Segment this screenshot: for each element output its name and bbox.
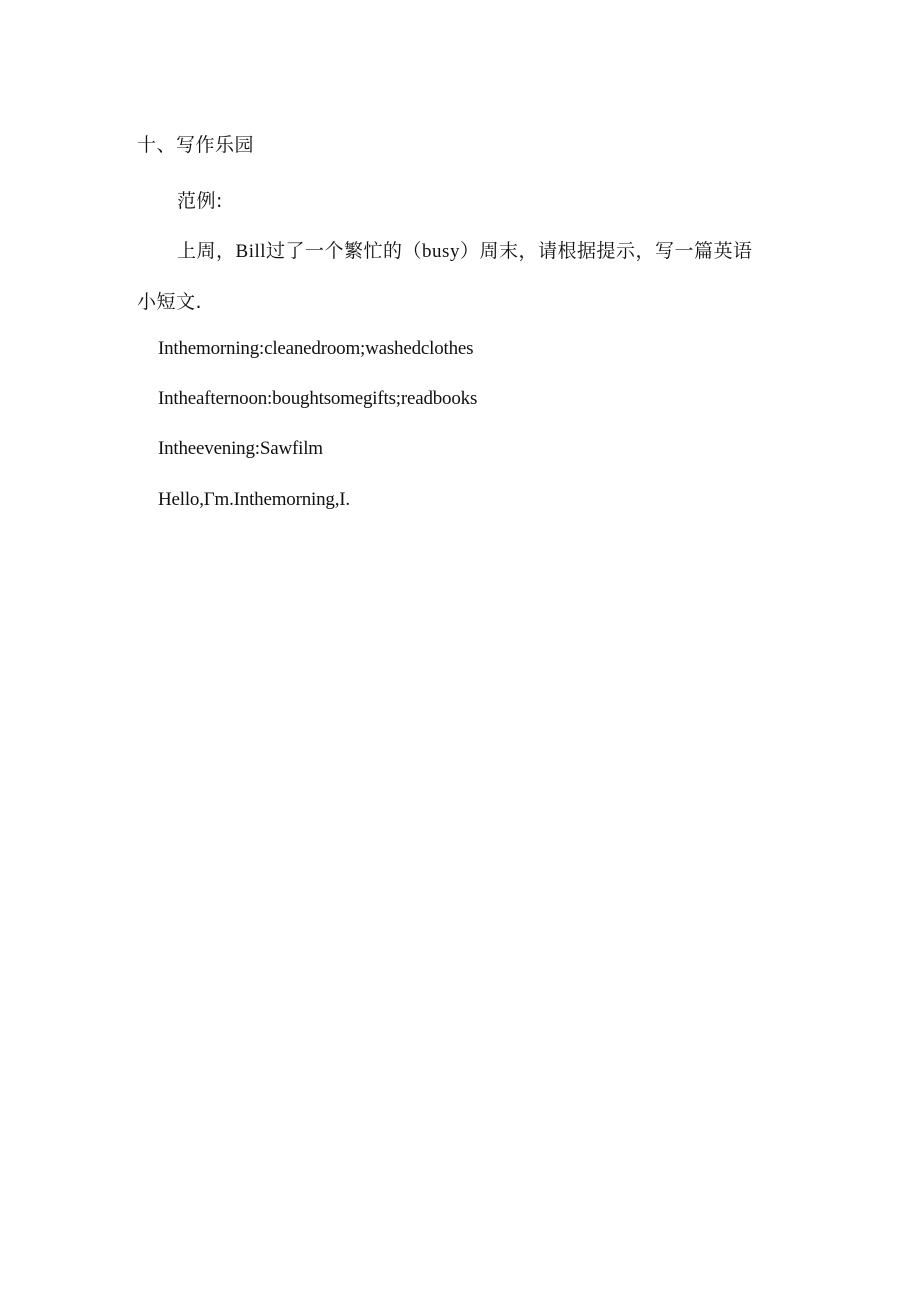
prompt-line-2: 小短文.: [137, 291, 203, 313]
prompt-name: Bill: [235, 241, 267, 262]
hint-evening: Intheevening:Sawfilm: [158, 438, 323, 459]
prompt-part-3: ）周末，请根据提示，写一篇英语: [459, 240, 753, 262]
hint-afternoon: Intheafternoon:boughtsomegifts;readbooks: [158, 388, 478, 409]
section-heading: 十、写作乐园: [137, 134, 255, 156]
answer-start: Hello,Γm.Inthemorning,I.: [158, 489, 350, 510]
example-label: 范例:: [177, 190, 223, 212]
prompt-part-2: 过了一个繁忙的（: [266, 240, 423, 262]
hint-morning: Inthemorning:cleanedroom;washedclothes: [158, 338, 474, 359]
prompt-word: busy: [422, 241, 460, 262]
prompt-part-1: 上周，: [177, 240, 236, 262]
prompt-line-1: [177, 236, 752, 263]
